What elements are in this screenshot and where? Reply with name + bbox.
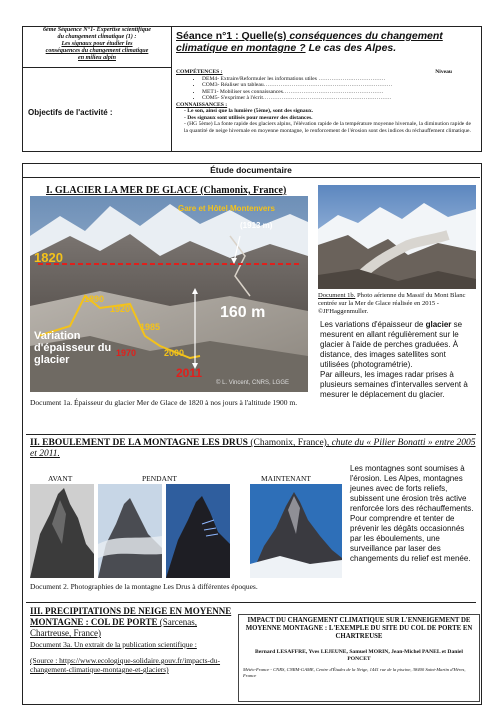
objectifs-label: Objectifs de l'activité : — [28, 108, 113, 117]
label-pendant: PENDANT — [142, 474, 177, 483]
mont-blanc-aerial-photo — [318, 185, 476, 289]
publication-authors: Bernard LESAFFRE, Yves LEJEUNE, Samuel MORIN, Jean-Michel PANEL et Daniel PONCET — [255, 649, 463, 662]
sequence-line: conséquences du changement climatique — [45, 48, 149, 54]
connaissance-item: - Le son, ainsi que la lumière (5ème), sont des signaux. — [184, 108, 314, 114]
section1-title: I. GLACIER LA MER DE GLACE (Chamonix, France) — [46, 185, 287, 196]
section3-title — [30, 606, 236, 639]
etude-title: Étude documentaire — [22, 163, 480, 178]
doc1a-caption — [30, 398, 312, 407]
section2-title — [30, 438, 476, 460]
section2-title-c: chute du « Pilier Bonatti » entre 2005 et 2011. — [30, 438, 476, 459]
year-1970: 1970 — [116, 348, 137, 358]
pendant-photo-svg-1 — [98, 484, 162, 578]
glacier-text-c: Par ailleurs, les images radar prises à plusieurs semaines d'intervalles servent à mesurer le déplacement du glacier. — [320, 370, 468, 399]
competence-item: • COM3- Réaliser un tableau…………………………………………………………… — [202, 82, 476, 89]
doc1b-text: Photo aérienne du Massif du Mont Blanc centrée sur la Mer de Glace réalisée en 2015 - ©JFHaggenmuller. — [318, 292, 466, 315]
competence-item: • DEM4- Extraire/Reformuler les informations utiles ……………………………… — [202, 76, 476, 83]
year-1920: 1920 — [110, 304, 131, 314]
sequence-line: 6ème Séquence N°1- Expertise scientifique — [42, 27, 152, 33]
connaissance-item: - Des signaux sont utilisés pour mesurer des distances. — [184, 114, 313, 121]
section3-title-main: III. PRECIPITATIONS DE NEIGE EN MOYENNE MONTAGNE : COL DE PORTE — [30, 606, 232, 627]
year-2000: 2000 — [164, 348, 185, 358]
gare-label: Gare et Hôtel Montenvers — [178, 204, 275, 213]
connaissances-title: CONNAISSANCES : — [176, 101, 228, 108]
source-link[interactable]: (Source : https://www.ecologique-solidaire.gouv.fr/impacts-du-changement-climatique-montagne-et-glaciers) — [30, 656, 221, 674]
drus-maintenant-photo — [250, 484, 342, 578]
competences-block — [176, 69, 476, 134]
glacier-thickness-photo — [30, 196, 308, 392]
aerial-photo-svg — [318, 185, 476, 289]
glacier-text-keyword: glacier — [425, 320, 452, 329]
year-1985: 1985 — [140, 322, 161, 332]
sequence-line: en milieu alpin — [78, 55, 116, 61]
seance-title — [176, 30, 476, 54]
competences-title: COMPÉTENCES : — [176, 69, 223, 75]
sequence-line: du changement climatique (1) : — [57, 34, 137, 40]
sequence-title — [26, 27, 168, 62]
year-1890: 1890 — [84, 294, 105, 304]
sequence-line: Les signaux pour étudier les — [61, 41, 133, 47]
drus-pendant-photo-2 — [166, 484, 230, 578]
level-label: Niveau — [435, 69, 452, 75]
glacier-method-text — [320, 320, 476, 400]
avant-photo-svg — [30, 484, 94, 578]
year-2011: 2011 — [176, 366, 203, 380]
publication-excerpt — [238, 614, 480, 702]
seance-suffix: Le cas des Alpes. — [305, 42, 397, 54]
publication-affiliation: Météo-France - CNRS, CNRM-GAME, Centre d'Études de la Neige, 1441 rue de la piscine, 38400 Saint-Martin d'Hères, France — [243, 667, 466, 678]
label-avant: AVANT — [48, 474, 73, 483]
separator — [26, 602, 476, 603]
seance-italic: conséquences du changement climatique en montagne ? — [176, 30, 443, 54]
year-1820: 1820 — [34, 250, 63, 265]
drus-avant-photo — [30, 484, 94, 578]
seance-prefix: Séance n°1 : Quelle(s) — [176, 30, 290, 42]
drus-pendant-photo-1 — [98, 484, 162, 578]
label-maintenant: MAINTENANT — [261, 474, 311, 483]
pendant-photo-svg-2 — [166, 484, 230, 578]
section2-title-a: II. EBOULEMENT DE LA MONTAGNE LES DRUS — [30, 438, 248, 448]
separator — [26, 434, 476, 435]
connaissance-item: - (HG 5ème) La fonte rapide des glaciers alpins, l'élévation rapide de la température moyenne hivernale, la diminution rapide de la quantité de neige hivernale en moyenne montagne, le renforcement de l'érosion sont des indices du réchauffement climatique. — [184, 121, 471, 134]
photo-credit: © L. Vincent, CNRS, LGGE — [216, 380, 290, 386]
erosion-text: Les montagnes sont soumises à l'érosion. Les Alpes, montagnes jeunes avec de forts reliefs, subissent une érosion très active renforcée lors des réchauffements. Pour comprendre et tenter de prévenir les dégâts occasionnés par les éboulements, une surveillance par laser des changements du relief est menée. — [350, 464, 474, 563]
section2-title-b: (Chamonix, France), — [247, 438, 332, 448]
maintenant-photo-svg — [250, 484, 342, 578]
doc1b-title: Document 1b. — [318, 292, 356, 299]
competence-item: • COM5- S'exprimer à l'écrit…………………………………………………………… — [202, 95, 476, 102]
doc2-caption: Document 2. Photographies de la montagne Les Drus à différentes époques. — [30, 582, 258, 591]
altitude-label: (1913 m) — [240, 221, 273, 230]
doc1a-text: Document 1a. Épaisseur du glacier Mer de Glace de 1820 à nos jours à l'altitude 1900 m. — [30, 398, 298, 407]
doc3a-caption: Document 3a. Un extrait de la publication scientifique : — [30, 640, 197, 649]
publication-title: IMPACT DU CHANGEMENT CLIMATIQUE SUR L'ENNEIGEMENT DE MOYENNE MONTAGNE : L'EXEMPLE DU SITE DU COL DE PORTE EN CHARTREUSE — [245, 617, 473, 640]
glacier-text-a: Les variations d'épaisseur de — [320, 320, 426, 329]
variation-label: Variation d'épaisseur du glacier — [34, 330, 112, 366]
doc1b-caption — [318, 292, 478, 315]
thickness-delta-label: 160 m — [220, 304, 266, 321]
competence-item: • MET1- Mobiliser ses connaissances……………………………………………… — [202, 89, 476, 96]
section3-title-location: (Sarcenas, Chartreuse, France) — [30, 617, 198, 638]
glacier-text-b: se mesurent en allant régulièrement sur le glacier à l'aide de perches graduées. À distance, des images satellites sont utilisées (photogramétrie). — [320, 320, 463, 369]
